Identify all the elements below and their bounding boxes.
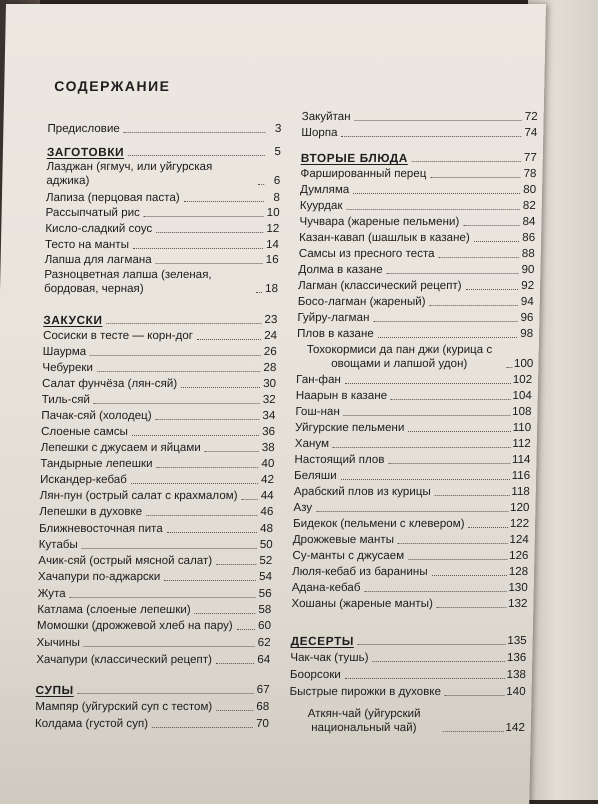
entry-title: Рассыпчатый рис bbox=[45, 206, 141, 219]
section-title: ДЕСЕРТЫ bbox=[290, 634, 355, 648]
toc-entry bbox=[37, 587, 271, 601]
entry-title: Мампяр (уйгурский суп с тестом) bbox=[35, 700, 213, 713]
page-number: 92 bbox=[521, 279, 535, 292]
toc-entry bbox=[293, 501, 529, 515]
toc-entry bbox=[42, 393, 276, 407]
entry-title: Разноцветная лапша (зеленая, бордовая, черная) bbox=[43, 268, 212, 295]
page-number: 74 bbox=[524, 126, 538, 139]
entry-title: Бидекок (пельмени с клевером) bbox=[292, 517, 465, 530]
entry-title: Дрожжевые манты bbox=[292, 533, 395, 546]
entry-title: Хошаны (жареные манты) bbox=[291, 597, 434, 610]
toc-entry bbox=[301, 126, 537, 140]
page-number: 77 bbox=[523, 151, 537, 164]
toc-entry bbox=[38, 570, 272, 584]
leader-dots bbox=[437, 607, 506, 608]
toc-entry bbox=[301, 110, 537, 124]
page-number: 14 bbox=[265, 238, 280, 251]
toc-entry bbox=[294, 469, 530, 483]
entry-title: Лепешки с джусаем и яйцами bbox=[40, 441, 201, 454]
page-number: 118 bbox=[511, 485, 530, 498]
entry-title: Чучвара (жареные пельмени) bbox=[299, 215, 460, 228]
page-number: 120 bbox=[509, 501, 530, 514]
entry-title: Лазджан (ягмуч, или уйгурская аджика) bbox=[46, 160, 213, 187]
leader-dots bbox=[133, 248, 263, 249]
leader-dots bbox=[97, 371, 260, 372]
leader-dots bbox=[316, 511, 508, 512]
leader-dots bbox=[195, 613, 256, 614]
entry-title: Гош-нан bbox=[295, 405, 340, 418]
leader-dots bbox=[358, 644, 505, 645]
entry-title: Сосиски в тесте — корн-дог bbox=[42, 329, 194, 342]
entry-title: Чак-чак (тушь) bbox=[290, 651, 369, 664]
entry-title: Предисловие bbox=[47, 122, 120, 135]
page-number: 8 bbox=[273, 191, 281, 204]
leader-dots bbox=[443, 731, 504, 732]
leader-dots bbox=[341, 136, 521, 137]
toc-entry bbox=[296, 373, 532, 387]
entry-title: Плов в казане bbox=[296, 327, 374, 340]
page-number: 34 bbox=[262, 409, 276, 422]
leader-dots bbox=[146, 515, 257, 516]
page-number: 30 bbox=[263, 377, 277, 390]
leader-dots bbox=[353, 193, 520, 194]
page-number: 116 bbox=[511, 469, 531, 482]
leader-dots bbox=[152, 727, 253, 728]
leader-dots bbox=[241, 499, 257, 500]
leader-dots bbox=[256, 292, 262, 293]
entry-title: Слоеные самсы bbox=[40, 425, 129, 438]
entry-title: Беляши bbox=[293, 469, 337, 482]
entry-title: Адана-кебаб bbox=[291, 581, 361, 594]
leader-dots bbox=[432, 575, 507, 576]
toc-entry bbox=[46, 160, 281, 188]
entry-title: Настоящий плов bbox=[294, 453, 385, 466]
entry-title: Шаурма bbox=[42, 345, 87, 358]
leader-dots bbox=[429, 305, 517, 306]
page-number: 110 bbox=[512, 421, 532, 434]
toc-entry bbox=[44, 268, 279, 296]
entry-title: Тиль-сяй bbox=[41, 393, 91, 406]
book-page bbox=[0, 4, 546, 804]
entry-title: Арабский плов из курицы bbox=[293, 485, 431, 498]
entry-title: Хычины bbox=[36, 636, 81, 649]
leader-dots bbox=[181, 387, 260, 388]
entry-title: Азу bbox=[293, 501, 313, 514]
page-number: 23 bbox=[264, 313, 278, 326]
page-number: 26 bbox=[263, 345, 277, 358]
leader-dots bbox=[216, 663, 254, 664]
entry-title: Куурдак bbox=[299, 199, 343, 212]
leader-dots bbox=[474, 241, 519, 242]
toc-entry bbox=[36, 636, 270, 650]
page-number: 135 bbox=[507, 634, 527, 647]
toc-entry bbox=[42, 377, 276, 391]
leader-dots bbox=[131, 483, 258, 484]
entry-title: Гуйру-лагман bbox=[297, 311, 370, 324]
toc-entry bbox=[43, 329, 277, 343]
toc-entry bbox=[300, 183, 536, 197]
leader-dots bbox=[430, 177, 520, 178]
toc-entry bbox=[292, 549, 528, 563]
toc-entry bbox=[298, 263, 534, 277]
section-heading bbox=[291, 634, 527, 648]
entry-title: Босо-лагман (жареный) bbox=[297, 295, 426, 308]
leader-dots bbox=[344, 415, 510, 416]
leader-dots bbox=[132, 435, 259, 436]
toc-entry bbox=[299, 215, 535, 229]
entry-title: Чебуреки bbox=[42, 361, 94, 374]
page-number: 40 bbox=[261, 457, 275, 470]
entry-title: Аткян-чай (уйгурский национальный чай) bbox=[307, 707, 421, 734]
toc-entry bbox=[292, 565, 528, 579]
toc-entry bbox=[300, 167, 536, 181]
entry-title: Казан-кавап (шашлык в казане) bbox=[298, 231, 470, 244]
page-number: 130 bbox=[508, 581, 528, 594]
entry-title: Лапиза (перцовая паста) bbox=[45, 191, 180, 204]
section-heading bbox=[301, 151, 537, 165]
entry-title: Закуйтан bbox=[301, 110, 351, 123]
page-number: 58 bbox=[258, 603, 272, 616]
entry-title: Лепешки в духовке bbox=[39, 505, 143, 518]
leader-dots bbox=[378, 337, 517, 338]
toc-entry bbox=[39, 538, 273, 552]
page-number: 24 bbox=[264, 329, 278, 342]
leader-dots bbox=[144, 216, 264, 217]
leader-dots bbox=[463, 225, 519, 226]
page-number: 84 bbox=[522, 215, 536, 228]
leader-dots bbox=[333, 447, 510, 448]
page-number: 82 bbox=[522, 199, 536, 212]
leader-dots bbox=[438, 257, 518, 258]
toc-entry bbox=[295, 437, 531, 451]
leader-dots bbox=[216, 564, 256, 565]
entry-title: Момошки (дрожжевой хлеб на пару) bbox=[36, 619, 233, 632]
page-number: 132 bbox=[507, 597, 528, 610]
leader-dots bbox=[156, 419, 260, 420]
page-number: 32 bbox=[262, 393, 276, 406]
toc-entry bbox=[43, 345, 277, 359]
page-number: 38 bbox=[261, 441, 275, 454]
leader-dots bbox=[445, 695, 504, 696]
leader-dots bbox=[388, 463, 510, 464]
entry-title: Искандер-кебаб bbox=[39, 473, 127, 486]
entry-title: Хачапури по-аджарски bbox=[37, 570, 161, 583]
page-number: 128 bbox=[508, 565, 529, 578]
toc-entry bbox=[300, 199, 536, 213]
entry-title: Ачик-сяй (острый мясной салат) bbox=[38, 554, 213, 567]
toc-entry bbox=[41, 425, 275, 439]
leader-dots bbox=[408, 431, 510, 432]
leader-dots bbox=[506, 367, 512, 368]
page-number: 80 bbox=[523, 183, 537, 196]
leader-dots bbox=[197, 339, 261, 340]
leader-dots bbox=[408, 559, 507, 560]
toc-entry bbox=[295, 421, 531, 435]
page-number: 104 bbox=[512, 389, 532, 402]
toc-entry bbox=[294, 453, 530, 467]
toc-entry bbox=[41, 409, 275, 423]
entry-title: Ган-фан bbox=[295, 373, 342, 386]
toc-entry bbox=[45, 206, 279, 220]
leader-dots bbox=[466, 289, 519, 290]
leader-dots bbox=[258, 184, 264, 185]
leader-dots bbox=[435, 495, 510, 496]
leader-dots bbox=[106, 323, 261, 324]
entry-title: Хачапури (классический рецепт) bbox=[36, 653, 213, 666]
leader-dots bbox=[345, 678, 505, 679]
page-number: 16 bbox=[265, 253, 279, 266]
page-number: 86 bbox=[522, 231, 536, 244]
entry-title: Уйгурские пельмени bbox=[294, 421, 405, 434]
entry-title: Жута bbox=[37, 587, 66, 600]
page-number: 112 bbox=[512, 437, 531, 450]
leader-dots bbox=[237, 629, 255, 630]
page-number: 70 bbox=[255, 717, 270, 730]
toc-entry bbox=[293, 533, 529, 547]
leader-dots bbox=[373, 321, 517, 322]
page-number: 88 bbox=[521, 247, 535, 260]
page-number: 3 bbox=[274, 122, 282, 135]
page-number: 28 bbox=[263, 361, 277, 374]
entry-title: Долма в казане bbox=[298, 263, 383, 276]
page-number: 67 bbox=[256, 683, 270, 696]
entry-title: Фаршированный перец bbox=[300, 167, 427, 180]
toc-entry bbox=[46, 191, 280, 205]
toc-entry bbox=[295, 405, 531, 419]
page-number: 36 bbox=[262, 425, 276, 438]
leader-dots bbox=[391, 399, 510, 400]
page-number: 48 bbox=[259, 522, 274, 535]
entry-title: Тохокормиси да пан джи (курица с овощами и лапшой удон) bbox=[306, 343, 493, 370]
page-number: 114 bbox=[511, 453, 531, 466]
toc-entry bbox=[291, 597, 527, 611]
page-number: 6 bbox=[273, 174, 281, 187]
leader-dots bbox=[387, 273, 519, 274]
page-number: 98 bbox=[520, 327, 534, 340]
page-number: 78 bbox=[523, 167, 537, 180]
page-number: 108 bbox=[511, 405, 532, 418]
leader-dots bbox=[84, 646, 255, 647]
page-number: 94 bbox=[520, 295, 534, 308]
entry-title: Люля-кебаб из баранины bbox=[291, 565, 428, 578]
entry-title: Су-манты с джусаем bbox=[292, 549, 405, 562]
page-number: 72 bbox=[524, 110, 538, 123]
leader-dots bbox=[345, 383, 511, 384]
toc-entry bbox=[37, 619, 271, 633]
page-number: 10 bbox=[266, 206, 280, 219]
entry-title: Салат фунчёза (лян-сяй) bbox=[41, 377, 178, 390]
leader-dots bbox=[124, 132, 266, 133]
page-number: 142 bbox=[505, 721, 525, 734]
toc-entry bbox=[294, 485, 530, 499]
toc-entry bbox=[36, 653, 270, 667]
page-number: 12 bbox=[266, 222, 280, 235]
toc-entry bbox=[290, 651, 526, 665]
page-number: 136 bbox=[506, 651, 527, 664]
entry-title: Самсы из пресного теста bbox=[298, 247, 435, 260]
toc-entry bbox=[289, 707, 526, 735]
toc-entry bbox=[296, 389, 532, 403]
toc-entry bbox=[35, 700, 269, 714]
section-heading bbox=[35, 683, 269, 697]
toc-entry bbox=[40, 489, 274, 503]
toc-entry bbox=[39, 505, 273, 519]
toc-entry bbox=[299, 231, 535, 245]
page-number: 68 bbox=[256, 700, 270, 713]
toc-entry bbox=[289, 685, 525, 699]
toc-entry bbox=[298, 279, 534, 293]
page-number: 46 bbox=[260, 505, 274, 518]
page-number: 122 bbox=[509, 517, 530, 530]
toc-entry bbox=[35, 717, 269, 731]
toc-entry bbox=[297, 311, 533, 325]
entry-title: Лян-пун (острый салат с крахмалом) bbox=[39, 489, 238, 502]
toc-entry bbox=[45, 238, 279, 252]
leader-dots bbox=[184, 201, 264, 202]
page-number: 138 bbox=[506, 668, 527, 681]
page-number: 100 bbox=[513, 357, 534, 370]
toc-entry bbox=[47, 122, 281, 136]
leader-dots bbox=[94, 403, 260, 404]
leader-dots bbox=[355, 120, 522, 121]
page-number: 5 bbox=[274, 145, 282, 158]
toc-entry bbox=[290, 668, 526, 682]
toc-entry bbox=[45, 222, 279, 236]
leader-dots bbox=[341, 479, 510, 480]
leader-dots bbox=[364, 591, 506, 592]
entry-title: Пачак-сяй (холодец) bbox=[41, 409, 152, 422]
page-number: 50 bbox=[259, 538, 273, 551]
page-number: 90 bbox=[521, 263, 535, 276]
page-number: 42 bbox=[260, 473, 275, 486]
page-number: 18 bbox=[264, 282, 279, 295]
entry-title: Катлама (слоеные лепешки) bbox=[37, 603, 191, 616]
leader-dots bbox=[82, 548, 257, 549]
entry-title: Лапша для лагмана bbox=[44, 253, 152, 266]
section-heading bbox=[43, 313, 277, 327]
toc-entry bbox=[40, 457, 274, 471]
leader-dots bbox=[70, 597, 256, 598]
leader-dots bbox=[128, 155, 265, 156]
leader-dots bbox=[164, 580, 256, 581]
toc-entry bbox=[293, 517, 529, 531]
section-heading bbox=[47, 145, 281, 159]
toc-entry bbox=[298, 295, 534, 309]
entry-title: Лагман (классический рецепт) bbox=[297, 279, 462, 292]
page-number: 102 bbox=[512, 373, 533, 386]
toc-entry bbox=[40, 473, 274, 487]
page-number: 44 bbox=[260, 489, 274, 502]
page-number: 126 bbox=[508, 549, 529, 562]
toc-entry bbox=[299, 247, 535, 261]
leader-dots bbox=[90, 355, 261, 356]
page-number: 140 bbox=[506, 685, 526, 698]
leader-dots bbox=[412, 161, 521, 162]
leader-dots bbox=[156, 232, 263, 233]
leader-dots bbox=[346, 209, 519, 210]
page-number: 124 bbox=[509, 533, 529, 546]
page-number: 62 bbox=[257, 636, 271, 649]
toc-entry bbox=[296, 343, 533, 371]
section-title: ЗАКУСКИ bbox=[43, 313, 103, 327]
section-title: ВТОРЫЕ БЛЮДА bbox=[300, 151, 409, 165]
entry-title: Думляма bbox=[299, 183, 350, 196]
toc-entry bbox=[44, 253, 278, 267]
section-title: ЗАГОТОВКИ bbox=[46, 145, 125, 159]
leader-dots bbox=[216, 710, 253, 711]
page-number: 96 bbox=[520, 311, 534, 324]
leader-dots bbox=[78, 693, 254, 694]
leader-dots bbox=[156, 263, 263, 264]
entry-title: Колдама (густой суп) bbox=[34, 717, 149, 730]
entry-title: Ближневосточная пита bbox=[38, 522, 163, 535]
toc-entry bbox=[38, 554, 272, 568]
page-number: 52 bbox=[259, 554, 273, 567]
page-number: 56 bbox=[258, 587, 272, 600]
entry-title: Быстрые пирожки в духовке bbox=[289, 685, 442, 698]
leader-dots bbox=[156, 467, 258, 468]
entry-title: Ханум bbox=[294, 437, 330, 450]
entry-title: Кутабы bbox=[38, 538, 78, 551]
toc-entry bbox=[37, 603, 271, 617]
page-number: 60 bbox=[257, 619, 272, 632]
entry-title: Наарын в казане bbox=[295, 389, 388, 402]
entry-title: Тандырные лепешки bbox=[40, 457, 153, 470]
leader-dots bbox=[205, 451, 259, 452]
entry-title: Боорсоки bbox=[289, 668, 341, 681]
toc-entry bbox=[39, 522, 273, 536]
leader-dots bbox=[372, 661, 504, 662]
toc-entry bbox=[41, 441, 275, 455]
toc-entry bbox=[292, 581, 528, 595]
section-title: СУПЫ bbox=[35, 683, 74, 697]
entry-title: Кисло-сладкий соус bbox=[45, 222, 153, 235]
leader-dots bbox=[468, 527, 507, 528]
leader-dots bbox=[398, 543, 507, 544]
toc-entry bbox=[297, 327, 533, 341]
page-title: СОДЕРЖАНИЕ bbox=[54, 78, 171, 94]
page-number: 54 bbox=[258, 570, 273, 583]
entry-title: Шорпа bbox=[301, 126, 338, 139]
toc-entry bbox=[42, 361, 276, 375]
leader-dots bbox=[167, 532, 257, 533]
entry-title: Тесто на манты bbox=[44, 238, 130, 251]
page-number: 64 bbox=[257, 653, 271, 666]
